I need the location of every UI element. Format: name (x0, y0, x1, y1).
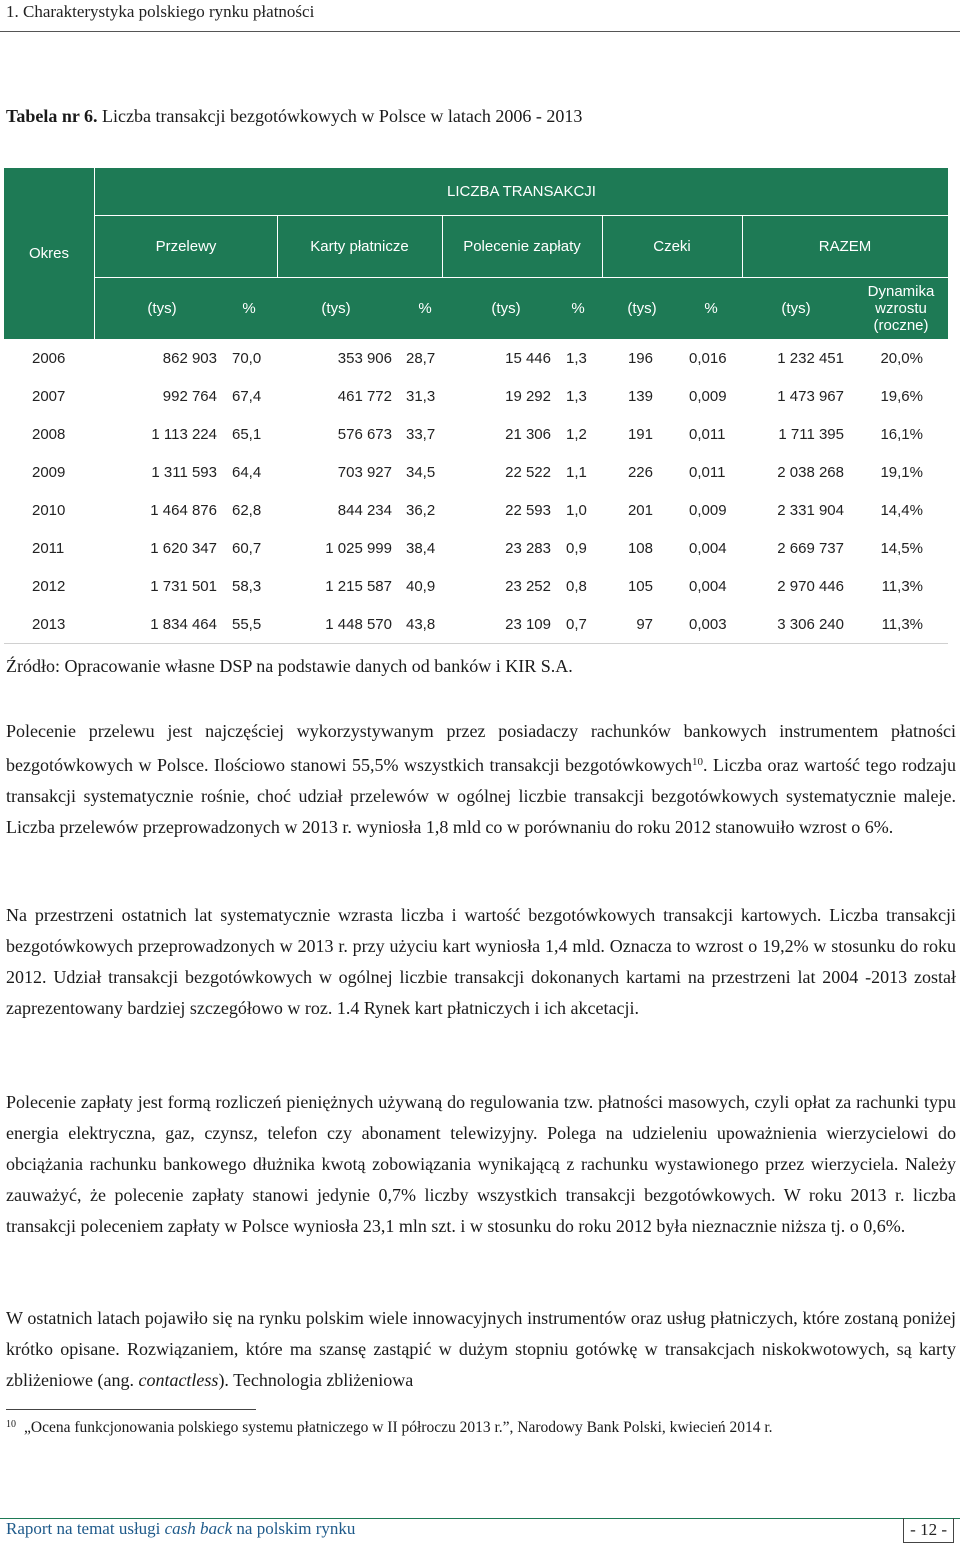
cell-value: 60,7 (232, 540, 262, 557)
cell-value: 23 252 (505, 578, 551, 595)
paragraph-transfers (6, 716, 956, 843)
header-category: Czeki (653, 238, 691, 255)
cell-value: 64,4 (232, 464, 262, 481)
cell-value: 3 306 240 (777, 616, 844, 633)
cell-year: 2009 (32, 464, 66, 481)
footer-title-text: na polskim rynku (232, 1519, 356, 1538)
caption-label: Tabela nr 6. (6, 106, 98, 126)
cell-value: 0,011 (689, 464, 726, 481)
header-unit: % (704, 300, 718, 317)
cell-value: 28,7 (406, 350, 436, 367)
cell-value: 1,1 (566, 464, 587, 481)
cell-value: 19,6% (880, 388, 923, 405)
transactions-table (4, 168, 948, 644)
cell-year: 2011 (32, 540, 65, 557)
footnote-text: „Ocena funkcjonowania polskiego systemu płatniczego w II półroczu 2013 r.”, Narodowy Bank Polski, kwiecień 2014 r. (24, 1419, 773, 1436)
footnote-ref: 10 (692, 756, 704, 768)
cell-value: 1,2 (566, 426, 587, 443)
cell-value: 36,2 (406, 502, 436, 519)
cell-value: 34,5 (406, 464, 436, 481)
cell-value: 43,8 (406, 616, 436, 633)
cell-value: 576 673 (337, 426, 392, 443)
table-row (4, 453, 948, 491)
cell-value: 22 522 (505, 464, 551, 481)
header-unit: (tys) (627, 300, 657, 317)
cell-value: 23 283 (505, 540, 551, 557)
header-divider (742, 216, 743, 277)
cell-value: 105 (627, 578, 653, 595)
paragraph-text: W ostatnich latach pojawiło się na rynku polskim wiele innowacyjnych instrumentów oraz usług płatniczych, które zostaną poniżej krótko opisane. Rozwiązaniem, które ma szansę zastąpić w dużym stopniu gotówkę w transakcjach niskokwotowych, są karty zbliżeniowe (ang. (6, 1308, 956, 1390)
cell-value: 1 448 570 (325, 616, 392, 633)
cell-value: 1 473 967 (777, 388, 844, 405)
table-source: Źródło: Opracowanie własne DSP na podstawie danych od banków i KIR S.A. (6, 656, 573, 676)
cell-value: 21 306 (505, 426, 551, 443)
cell-value: 2 038 268 (777, 464, 844, 481)
cell-value: 1 464 876 (150, 502, 217, 519)
paragraph-text: ). Technologia zbliżeniowa (218, 1370, 414, 1390)
table-bottom-rule (4, 643, 948, 644)
paragraph-direct-debit: Polecenie zapłaty jest formą rozliczeń pieniężnych używaną do regulowania tzw. płatności masowych, czyli opłat za rachunki typu energia elektryczna, gaz, czynsz, telefon czy abonament telewizyjny. Polega na udzieleniu upoważnienia wierzycielowi do obciążania rachunku bankowego dłużnika kwotą zobowiązania wynikającą z rachunku wystawionego przez wierzyciela. Należy zauważyć, że polecenie zapłaty stanowi jedynie 0,7% liczby wszystkich transakcji bezgotówkowych. W roku 2013 r. liczba transakcji poleceniem zapłaty w Polsce wyniosła 23,1 mln szt. i w stosunku do roku 2012 była nieznacznie niższa tj. o 0,6%. (6, 1092, 956, 1236)
cell-value: 65,1 (232, 426, 262, 443)
caption-text: Liczba transakcji bezgotówkowych w Polsce w latach 2006 - 2013 (97, 106, 583, 126)
header-unit: Dynamika wzrostu (roczne) (867, 283, 935, 334)
cell-value: 55,5 (232, 616, 262, 633)
cell-value: 844 234 (337, 502, 392, 519)
cell-value: 703 927 (337, 464, 392, 481)
cell-value: 353 906 (337, 350, 392, 367)
cell-value: 0,8 (566, 578, 587, 595)
cell-value: 2 970 446 (777, 578, 844, 595)
table-row (4, 377, 948, 415)
footnote (6, 1419, 956, 1437)
cell-value: 97 (636, 616, 653, 633)
cell-value: 2 331 904 (777, 502, 844, 519)
cell-value: 1 025 999 (325, 540, 392, 557)
footer-title-text: Raport na temat usługi (6, 1519, 165, 1538)
cell-value: 16,1% (880, 426, 923, 443)
paragraph-emphasis: contactless (138, 1370, 219, 1390)
header-category: Polecenie zapłaty (463, 238, 581, 255)
cell-value: 2 669 737 (777, 540, 844, 557)
header-rule (0, 31, 960, 32)
footnote-number: 10 (6, 1419, 16, 1430)
cell-year: 2013 (32, 616, 66, 633)
header-category: RAZEM (818, 238, 872, 255)
paragraph-cards: Na przestrzeni ostatnich lat systematycznie wzrasta liczba i wartość bezgotówkowych transakcji kartowych. Liczba transakcji bezgotówkowych przeprowadzonych w 2013 r. przy użyciu kart wyniosła 1,4 mld. Oznacza to wzrost o 19,2% w stosunku do roku 2012. Udział transakcji bezgotówkowych w ogólnej liczbie transakcji dokonanych kartami na przestrzeni lat 2004 -2013 został zaprezentowany bardziej szczegółowo w roz. 1.4 Rynek kart płatniczych i ich akcetacji. (6, 905, 956, 1018)
running-head: 1. Charakterystyka polskiego rynku płatności (6, 2, 315, 21)
cell-value: 1 711 395 (778, 426, 844, 443)
table-row (4, 339, 948, 377)
cell-value: 1 113 224 (151, 426, 217, 443)
header-divider (277, 216, 278, 277)
cell-year: 2008 (32, 426, 66, 443)
table-header (4, 168, 948, 339)
header-category: Karty płatnicze (310, 238, 409, 255)
header-unit: (tys) (491, 300, 521, 317)
cell-value: 862 903 (162, 350, 217, 367)
header-divider (442, 216, 443, 277)
paragraph-text: Polecenie przelewu jest najczęściej wykorzystywanym przez posiadaczy rachunków bankowych instrumentem płatności bezgotówkowych w Polsce. Ilościowo stanowi 55,5% wszystkich transakcji bezgotówkowych (6, 721, 956, 775)
cell-value: 992 764 (162, 388, 217, 405)
cell-value: 1 731 501 (150, 578, 217, 595)
cell-value: 0,004 (689, 540, 727, 557)
table-row (4, 605, 948, 643)
cell-value: 1 232 451 (777, 350, 844, 367)
paragraph-innovations (6, 1303, 956, 1396)
page-number: - 12 - (903, 1518, 954, 1543)
cell-value: 108 (627, 540, 653, 557)
cell-value: 70,0 (232, 350, 262, 367)
header-unit: % (571, 300, 585, 317)
cell-value: 11,3% (881, 616, 923, 633)
footnote-rule (6, 1409, 256, 1410)
cell-value: 0,009 (689, 388, 727, 405)
cell-value: 0,9 (566, 540, 587, 557)
cell-value: 20,0% (880, 350, 923, 367)
header-category: Przelewy (155, 238, 217, 255)
cell-value: 201 (627, 502, 653, 519)
table-row (4, 529, 948, 567)
cell-value: 0,7 (566, 616, 587, 633)
cell-value: 62,8 (232, 502, 262, 519)
footer-title (6, 1519, 355, 1539)
cell-value: 196 (627, 350, 653, 367)
table-row (4, 567, 948, 605)
cell-value: 33,7 (406, 426, 436, 443)
cell-value: 191 (627, 426, 653, 443)
cell-value: 1,3 (566, 388, 587, 405)
header-group: LICZBA TRANSAKCJI (447, 183, 596, 200)
header-unit: % (242, 300, 256, 317)
table-caption (6, 106, 582, 127)
table-row (4, 491, 948, 529)
header-unit: (tys) (781, 300, 811, 317)
cell-value: 139 (627, 388, 653, 405)
header-unit: (tys) (321, 300, 351, 317)
cell-value: 58,3 (232, 578, 262, 595)
cell-value: 0,011 (689, 426, 726, 443)
cell-value: 14,4% (880, 502, 923, 519)
cell-year: 2010 (32, 502, 66, 519)
cell-value: 11,3% (881, 578, 923, 595)
cell-value: 0,004 (689, 578, 727, 595)
header-period: Okres (28, 245, 69, 262)
cell-value: 0,003 (689, 616, 727, 633)
header-unit: % (418, 300, 432, 317)
cell-year: 2007 (32, 388, 66, 405)
header-divider (602, 216, 603, 277)
paragraph-text: . Liczba oraz wartość tego rodzaju transakcji systematycznie rośnie, choć udział przelewów w ogólnej liczbie transakcji bezgotówkowych systematycznie maleje. Liczba przelewów przeprowadzonych w 2013 r. wyniosła 1,8 mld co w porównaniu do roku 2012 stanowuiło wzrost o 6%. (6, 755, 956, 837)
cell-value: 19,1% (880, 464, 923, 481)
cell-value: 1 834 464 (150, 616, 217, 633)
cell-value: 19 292 (505, 388, 551, 405)
cell-value: 14,5% (880, 540, 923, 557)
cell-value: 31,3 (406, 388, 436, 405)
cell-year: 2012 (32, 578, 66, 595)
cell-year: 2006 (32, 350, 66, 367)
header-unit: (tys) (147, 300, 177, 317)
cell-value: 1 311 593 (151, 464, 217, 481)
cell-value: 15 446 (505, 350, 551, 367)
cell-value: 67,4 (232, 388, 262, 405)
table-body (4, 339, 948, 644)
cell-value: 1 215 587 (325, 578, 392, 595)
cell-value: 1 620 347 (150, 540, 217, 557)
cell-value: 38,4 (406, 540, 436, 557)
cell-value: 40,9 (406, 578, 436, 595)
cell-value: 0,016 (689, 350, 727, 367)
cell-value: 461 772 (337, 388, 392, 405)
cell-value: 1,3 (566, 350, 587, 367)
cell-value: 22 593 (505, 502, 551, 519)
table-row (4, 415, 948, 453)
cell-value: 0,009 (689, 502, 727, 519)
cell-value: 23 109 (505, 616, 551, 633)
footer-title-emphasis: cash back (164, 1519, 233, 1538)
cell-value: 226 (627, 464, 653, 481)
cell-value: 1,0 (566, 502, 587, 519)
